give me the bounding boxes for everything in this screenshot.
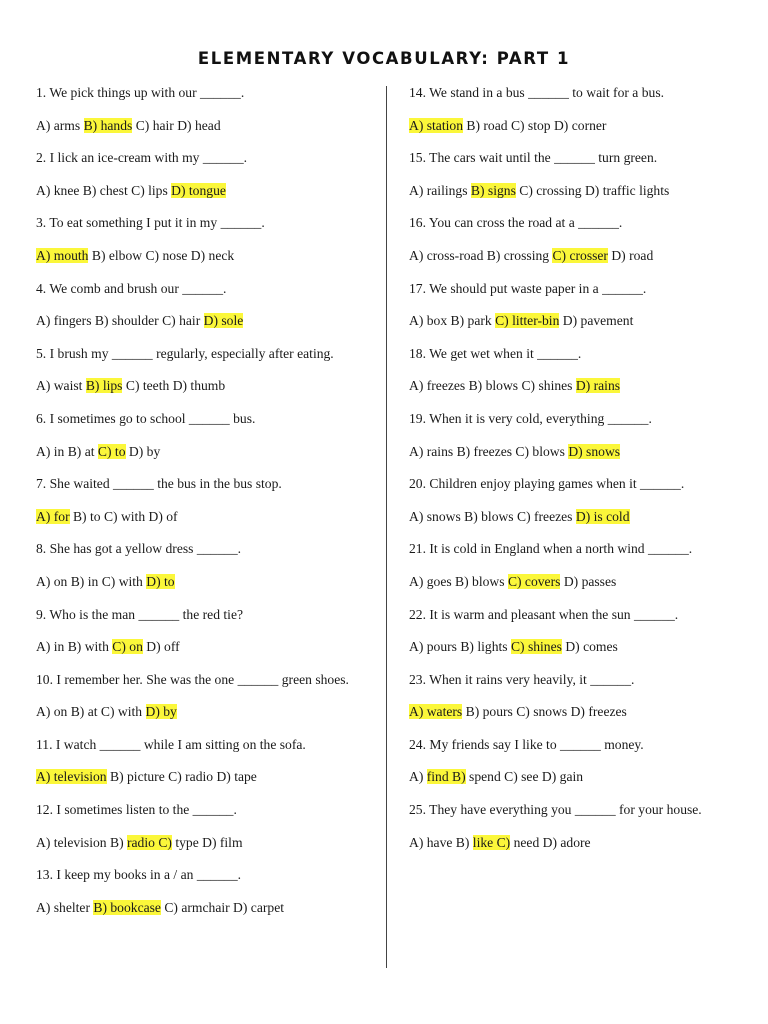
question-text: 19. When it is very cold, everything ______.: [409, 410, 652, 426]
answer-option-text: B) picture C) radio D) tape: [106, 769, 257, 785]
answer-option-text: A) on B) at C) with: [36, 704, 146, 720]
answer-option-text: A) pours B) lights: [409, 639, 511, 655]
answer-option-text: A) waist: [36, 378, 86, 394]
answer-option-text: A) cross-road B) crossing: [409, 247, 553, 263]
answer-option-text: spend C) see D) gain: [465, 769, 584, 785]
answer-options: [36, 899, 376, 932]
question-text: 6. I sometimes go to school ______ bus.: [36, 410, 256, 426]
highlighted-answer: radio C): [127, 834, 172, 850]
answer-options: [409, 768, 759, 801]
answer-option-text: C) hair D) head: [132, 117, 221, 133]
answer-option-text: A) snows B) blows C) freezes: [409, 508, 576, 524]
answer-option-text: A) shelter: [36, 899, 94, 915]
answer-options: [409, 443, 759, 476]
highlighted-answer: C) covers: [507, 573, 561, 589]
highlighted-answer: C) to: [97, 443, 126, 459]
answer-option-text: B) pours C) snows D) freezes: [462, 704, 627, 720]
answer-option-text: C) armchair D) carpet: [160, 899, 285, 915]
answer-options: [36, 703, 376, 736]
highlighted-answer: C) litter-bin: [495, 313, 560, 329]
question-text: 20. Children enjoy playing games when it ______.: [409, 476, 685, 492]
answer-option-text: A): [409, 769, 427, 785]
answer-options: [409, 834, 759, 867]
highlighted-answer: D) rains: [575, 378, 621, 394]
question-text: 16. You can cross the road at a ______.: [409, 215, 623, 231]
highlighted-answer: like C): [472, 834, 511, 850]
answer-option-text: A) television B): [36, 834, 127, 850]
answer-options: [36, 573, 376, 606]
answer-option-text: A) have B): [409, 834, 473, 850]
answer-option-text: B) elbow C) nose D) neck: [88, 247, 235, 263]
question-text: 14. We stand in a bus ______ to wait for a bus.: [409, 85, 665, 100]
highlighted-answer: A) for: [36, 508, 70, 524]
question-text: 9. Who is the man ______ the red tie?: [36, 606, 244, 622]
answer-option-text: D) road: [607, 247, 654, 263]
question-text: 4. We comb and brush our ______.: [36, 280, 227, 296]
right-column: [409, 84, 759, 866]
highlighted-answer: A) television: [36, 769, 107, 785]
answer-option-text: A) fingers B) shoulder C) hair: [36, 313, 204, 329]
question-text: 17. We should put waste paper in a ______.: [409, 280, 647, 296]
answer-option-text: A) freezes B) blows C) shines: [409, 378, 576, 394]
question-text: 13. I keep my books in a / an ______.: [36, 867, 242, 883]
answer-options: [409, 182, 759, 215]
question-text: 25. They have everything you ______ for your house.: [409, 802, 702, 818]
highlighted-answer: D) tongue: [171, 182, 226, 198]
answer-option-text: A) in B) at: [36, 443, 98, 459]
answer-option-text: A) on B) in C) with: [36, 573, 147, 589]
question-text: 2. I lick an ice-cream with my ______.: [36, 150, 248, 166]
highlighted-answer: find B): [426, 769, 466, 785]
answer-option-text: B) road C) stop D) corner: [463, 117, 607, 133]
answer-option-text: A) goes B) blows: [409, 573, 508, 589]
answer-option-text: C) crossing D) traffic lights: [515, 182, 670, 198]
answer-options: [36, 377, 376, 410]
answer-option-text: A) in B) with: [36, 639, 113, 655]
highlighted-answer: B) signs: [470, 182, 516, 198]
question-text: 24. My friends say I like to ______ money.: [409, 736, 644, 752]
column-divider: [386, 86, 387, 968]
answer-option-text: D) comes: [561, 639, 618, 655]
highlighted-answer: D) is cold: [575, 508, 630, 524]
question-text: 7. She waited ______ the bus in the bus stop.: [36, 476, 282, 492]
question-text: 3. To eat something I put it in my ______.: [36, 215, 265, 231]
highlighted-answer: A) waters: [409, 704, 463, 720]
answer-option-text: C) teeth D) thumb: [122, 378, 226, 394]
answer-option-text: D) off: [142, 639, 180, 655]
question-text: 15. The cars wait until the ______ turn green.: [409, 150, 658, 166]
answer-options: [409, 573, 759, 606]
question-text: 18. We get wet when it ______.: [409, 345, 582, 361]
highlighted-answer: B) lips: [85, 378, 123, 394]
answer-options: [36, 638, 376, 671]
highlighted-answer: C) crosser: [552, 247, 608, 263]
question-text: 11. I watch ______ while I am sitting on the sofa.: [36, 736, 306, 752]
question-text: 22. It is warm and pleasant when the sun ______.: [409, 606, 679, 622]
page-title: ELEMENTARY VOCABULARY: PART 1: [197, 49, 571, 68]
answer-options: [36, 768, 376, 801]
highlighted-answer: C) shines: [510, 639, 562, 655]
highlighted-answer: D) sole: [203, 313, 244, 329]
question-text: 21. It is cold in England when a north wind ______.: [409, 541, 693, 557]
question-text: 1. We pick things up with our ______.: [36, 85, 245, 100]
answer-options: [36, 182, 376, 215]
answer-option-text: D) by: [125, 443, 161, 459]
answer-options: [409, 312, 759, 345]
answer-options: [409, 638, 759, 671]
question-text: 12. I sometimes listen to the ______.: [36, 802, 237, 818]
answer-option-text: A) knee B) chest C) lips: [36, 182, 172, 198]
answer-options: [409, 247, 759, 280]
answer-option-text: A) railings: [409, 182, 471, 198]
highlighted-answer: B) hands: [83, 117, 133, 133]
answer-options: [409, 508, 759, 541]
highlighted-answer: A) mouth: [36, 247, 89, 263]
answer-options: [409, 703, 759, 736]
question-text: 23. When it rains very heavily, it ______.: [409, 671, 635, 687]
answer-options: [36, 834, 376, 867]
answer-options: [409, 117, 759, 150]
question-text: 10. I remember her. She was the one ______ green shoes.: [36, 671, 349, 687]
answer-option-text: type D) film: [171, 834, 243, 850]
question-text: 5. I brush my ______ regularly, especially after eating.: [36, 345, 334, 361]
answer-options: [36, 443, 376, 476]
answer-options: [36, 247, 376, 280]
highlighted-answer: A) station: [409, 117, 463, 133]
left-column: [36, 84, 376, 931]
answer-option-text: B) to C) with D) of: [69, 508, 178, 524]
answer-options: [36, 117, 376, 150]
highlighted-answer: D) snows: [568, 443, 621, 459]
highlighted-answer: B) bookcase: [93, 899, 161, 915]
answer-option-text: A) box B) park: [409, 313, 496, 329]
highlighted-answer: D) to: [146, 573, 175, 589]
answer-option-text: D) pavement: [559, 313, 634, 329]
answer-options: [36, 312, 376, 345]
answer-options: [409, 377, 759, 410]
answer-option-text: need D) adore: [510, 834, 591, 850]
answer-option-text: A) rains B) freezes C) blows: [409, 443, 569, 459]
question-text: 8. She has got a yellow dress ______.: [36, 541, 242, 557]
answer-option-text: D) passes: [560, 573, 617, 589]
highlighted-answer: C) on: [112, 639, 143, 655]
highlighted-answer: D) by: [145, 704, 177, 720]
answer-options: [36, 508, 376, 541]
answer-option-text: A) arms: [36, 117, 84, 133]
